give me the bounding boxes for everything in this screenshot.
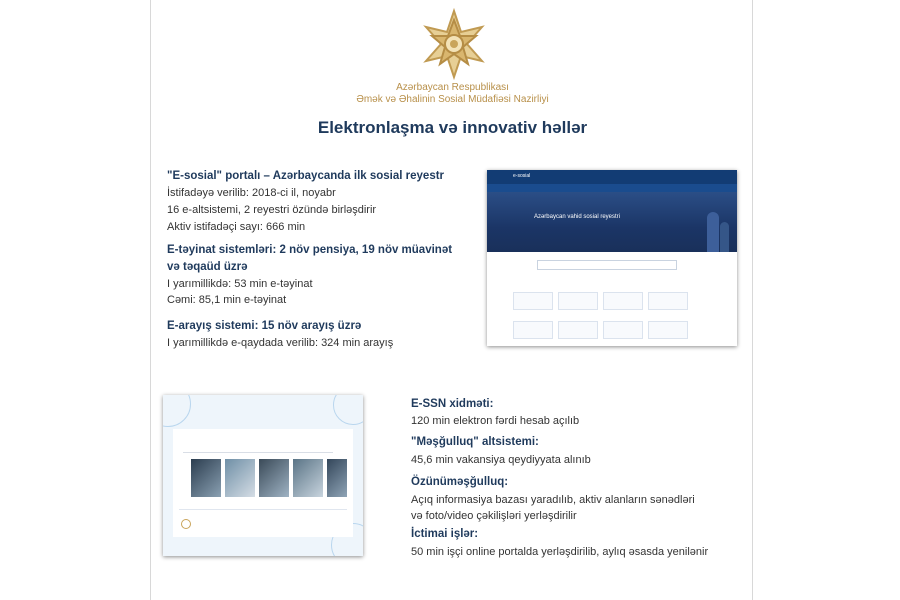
earayis-heading: E-arayış sistemi: 15 növ arayış üzrə bbox=[167, 320, 362, 332]
decorative-circle bbox=[333, 395, 363, 425]
essn-photo bbox=[327, 459, 347, 497]
portal-nav bbox=[487, 184, 737, 192]
ozunu-line1: Açıq informasiya bazası yaradılıb, aktiv alanların sənədləri bbox=[411, 494, 695, 506]
eteyinat-heading-line2: və təqaüd üzrə bbox=[167, 261, 248, 273]
earayis-line1: I yarımillikdə e-qaydada verilib: 324 min arayış bbox=[167, 337, 394, 349]
flame-tower-icon bbox=[707, 212, 719, 252]
service-card bbox=[648, 292, 688, 310]
essn-photo bbox=[259, 459, 289, 497]
service-card bbox=[513, 321, 553, 339]
portal-search-bar bbox=[537, 260, 677, 270]
esosial-portal-screenshot bbox=[487, 170, 737, 346]
portal-service-grid bbox=[513, 292, 713, 346]
service-card bbox=[513, 292, 553, 310]
ozunu-heading: Özünüməşğulluq: bbox=[411, 476, 509, 488]
page-title: Elektronlaşma və innovativ həllər bbox=[317, 118, 588, 137]
service-card bbox=[603, 292, 643, 310]
essn-portal-screenshot bbox=[163, 395, 363, 556]
mesgulluq-heading: "Məşğulluq" altsistemi: bbox=[411, 436, 539, 448]
esosial-line1: İstifadəyə verilib: 2018-ci il, noyabr bbox=[167, 187, 336, 199]
eteyinat-heading-line1: E-təyinat sistemləri: 2 növ pensiya, 19 növ müavinət bbox=[167, 244, 453, 256]
seal-icon bbox=[181, 519, 191, 529]
ministry-name-line2: Əmək və Əhalinin Sosial Müdafiəsi Nazirliyi bbox=[356, 94, 549, 105]
essn-page-header bbox=[183, 439, 333, 453]
essn-photo bbox=[191, 459, 221, 497]
ministry-emblem-icon bbox=[418, 8, 490, 80]
document-page bbox=[150, 0, 753, 600]
service-card bbox=[603, 321, 643, 339]
essn-line1: 120 min elektron fərdi hesab açılıb bbox=[411, 415, 580, 427]
mesgulluq-line1: 45,6 min vakansiya qeydiyyata alınıb bbox=[411, 454, 591, 466]
essn-photo bbox=[225, 459, 255, 497]
ictimai-heading: İctimai işlər: bbox=[411, 528, 479, 540]
essn-page bbox=[173, 429, 353, 537]
essn-heading: E-SSN xidməti: bbox=[411, 398, 494, 410]
essn-divider bbox=[179, 509, 347, 510]
portal-header bbox=[487, 170, 737, 184]
portal-hero bbox=[487, 192, 737, 252]
ministry-name-line1: Azərbaycan Respublikası bbox=[396, 82, 509, 93]
service-card bbox=[558, 321, 598, 339]
esosial-line3: Aktiv istifadəçi sayı: 666 min bbox=[167, 221, 306, 233]
portal-hero-text: Azərbaycan vahid sosial reyestri bbox=[533, 214, 621, 220]
essn-photo bbox=[293, 459, 323, 497]
esosial-line2: 16 e-altsistemi, 2 reyestri özündə birləşdirir bbox=[167, 204, 377, 216]
esosial-heading: "E-sosial" portalı – Azərbaycanda ilk sosial reyestr bbox=[167, 170, 445, 182]
flame-tower-icon bbox=[720, 222, 729, 252]
portal-logo: e-sosial bbox=[513, 173, 531, 179]
service-card bbox=[558, 292, 598, 310]
ozunu-line2: və foto/video çəkilişləri yerləşdirilir bbox=[411, 510, 577, 522]
eteyinat-line2: Cəmi: 85,1 min e-təyinat bbox=[167, 294, 287, 306]
ictimai-line1: 50 min işçi online portalda yerləşdirilib, aylıq əsasda yenilənir bbox=[411, 546, 709, 558]
service-card bbox=[648, 321, 688, 339]
eteyinat-line1: I yarımillikdə: 53 min e-təyinat bbox=[167, 278, 313, 290]
decorative-circle bbox=[163, 395, 191, 427]
